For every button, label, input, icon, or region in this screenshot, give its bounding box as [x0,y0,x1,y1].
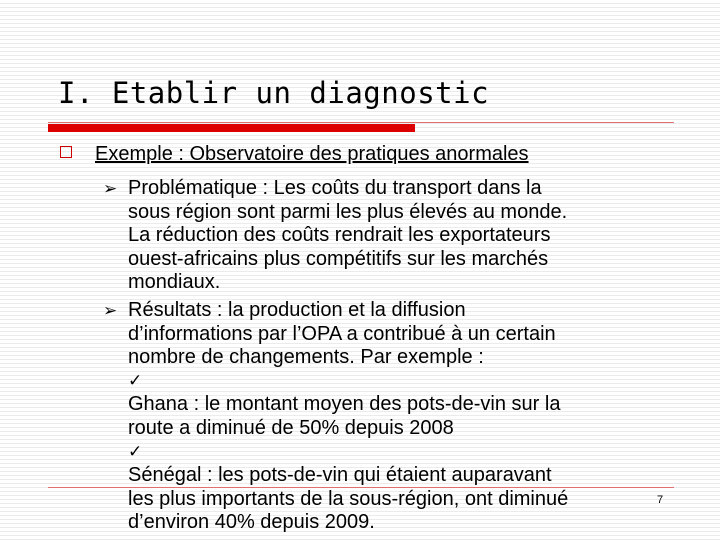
level1-bullet-item [60,143,529,166]
level1-text: Exemple : Observatoire des pratiques anormales [95,143,529,165]
resultats-line: Résultats : la production et la diffusion [128,299,466,321]
page-number: 7 [657,494,664,506]
bottom-rule [48,487,674,488]
square-bullet-icon [60,146,72,158]
title-rule-thick [48,124,415,132]
arrow-bullet-icon: ➢ [103,301,118,321]
resultats-line: d’informations par l’OPA a contribué à un certain [128,322,556,345]
senegal-line: d’environ 40% depuis 2009. [128,511,375,534]
problematique-block [103,177,567,295]
resultats-line: nombre de changements. Par exemple : [128,346,484,369]
resultats-block [103,299,568,535]
problematique-line: Problématique : Les coûts du transport dans la [128,177,542,199]
problematique-line: sous région sont parmi les plus élevés au monde. [128,200,568,223]
problematique-line: La réduction des coûts rendrait les exportateurs [128,224,551,247]
checkmark-icon: ✓ [128,370,143,391]
checkmark-icon: ✓ [128,441,143,462]
ghana-line [128,370,568,417]
ghana-text: Ghana : le montant moyen des pots-de-vin sur la [128,393,561,416]
slide-title: I. Etablir un diagnostic [58,76,490,110]
arrow-bullet-icon: ➢ [103,179,118,199]
problematique-line: mondiaux. [128,271,221,294]
senegal-text: Sénégal : les pots-de-vin qui étaient auparavant [128,464,552,487]
senegal-line [128,441,568,488]
title-rule-thin [48,122,674,123]
senegal-line: les plus importants de la sous-région, ont diminué [128,487,569,510]
problematique-line: ouest-africains plus compétitifs sur les marchés [128,247,549,270]
ghana-line: route a diminué de 50% depuis 2008 [128,416,454,439]
